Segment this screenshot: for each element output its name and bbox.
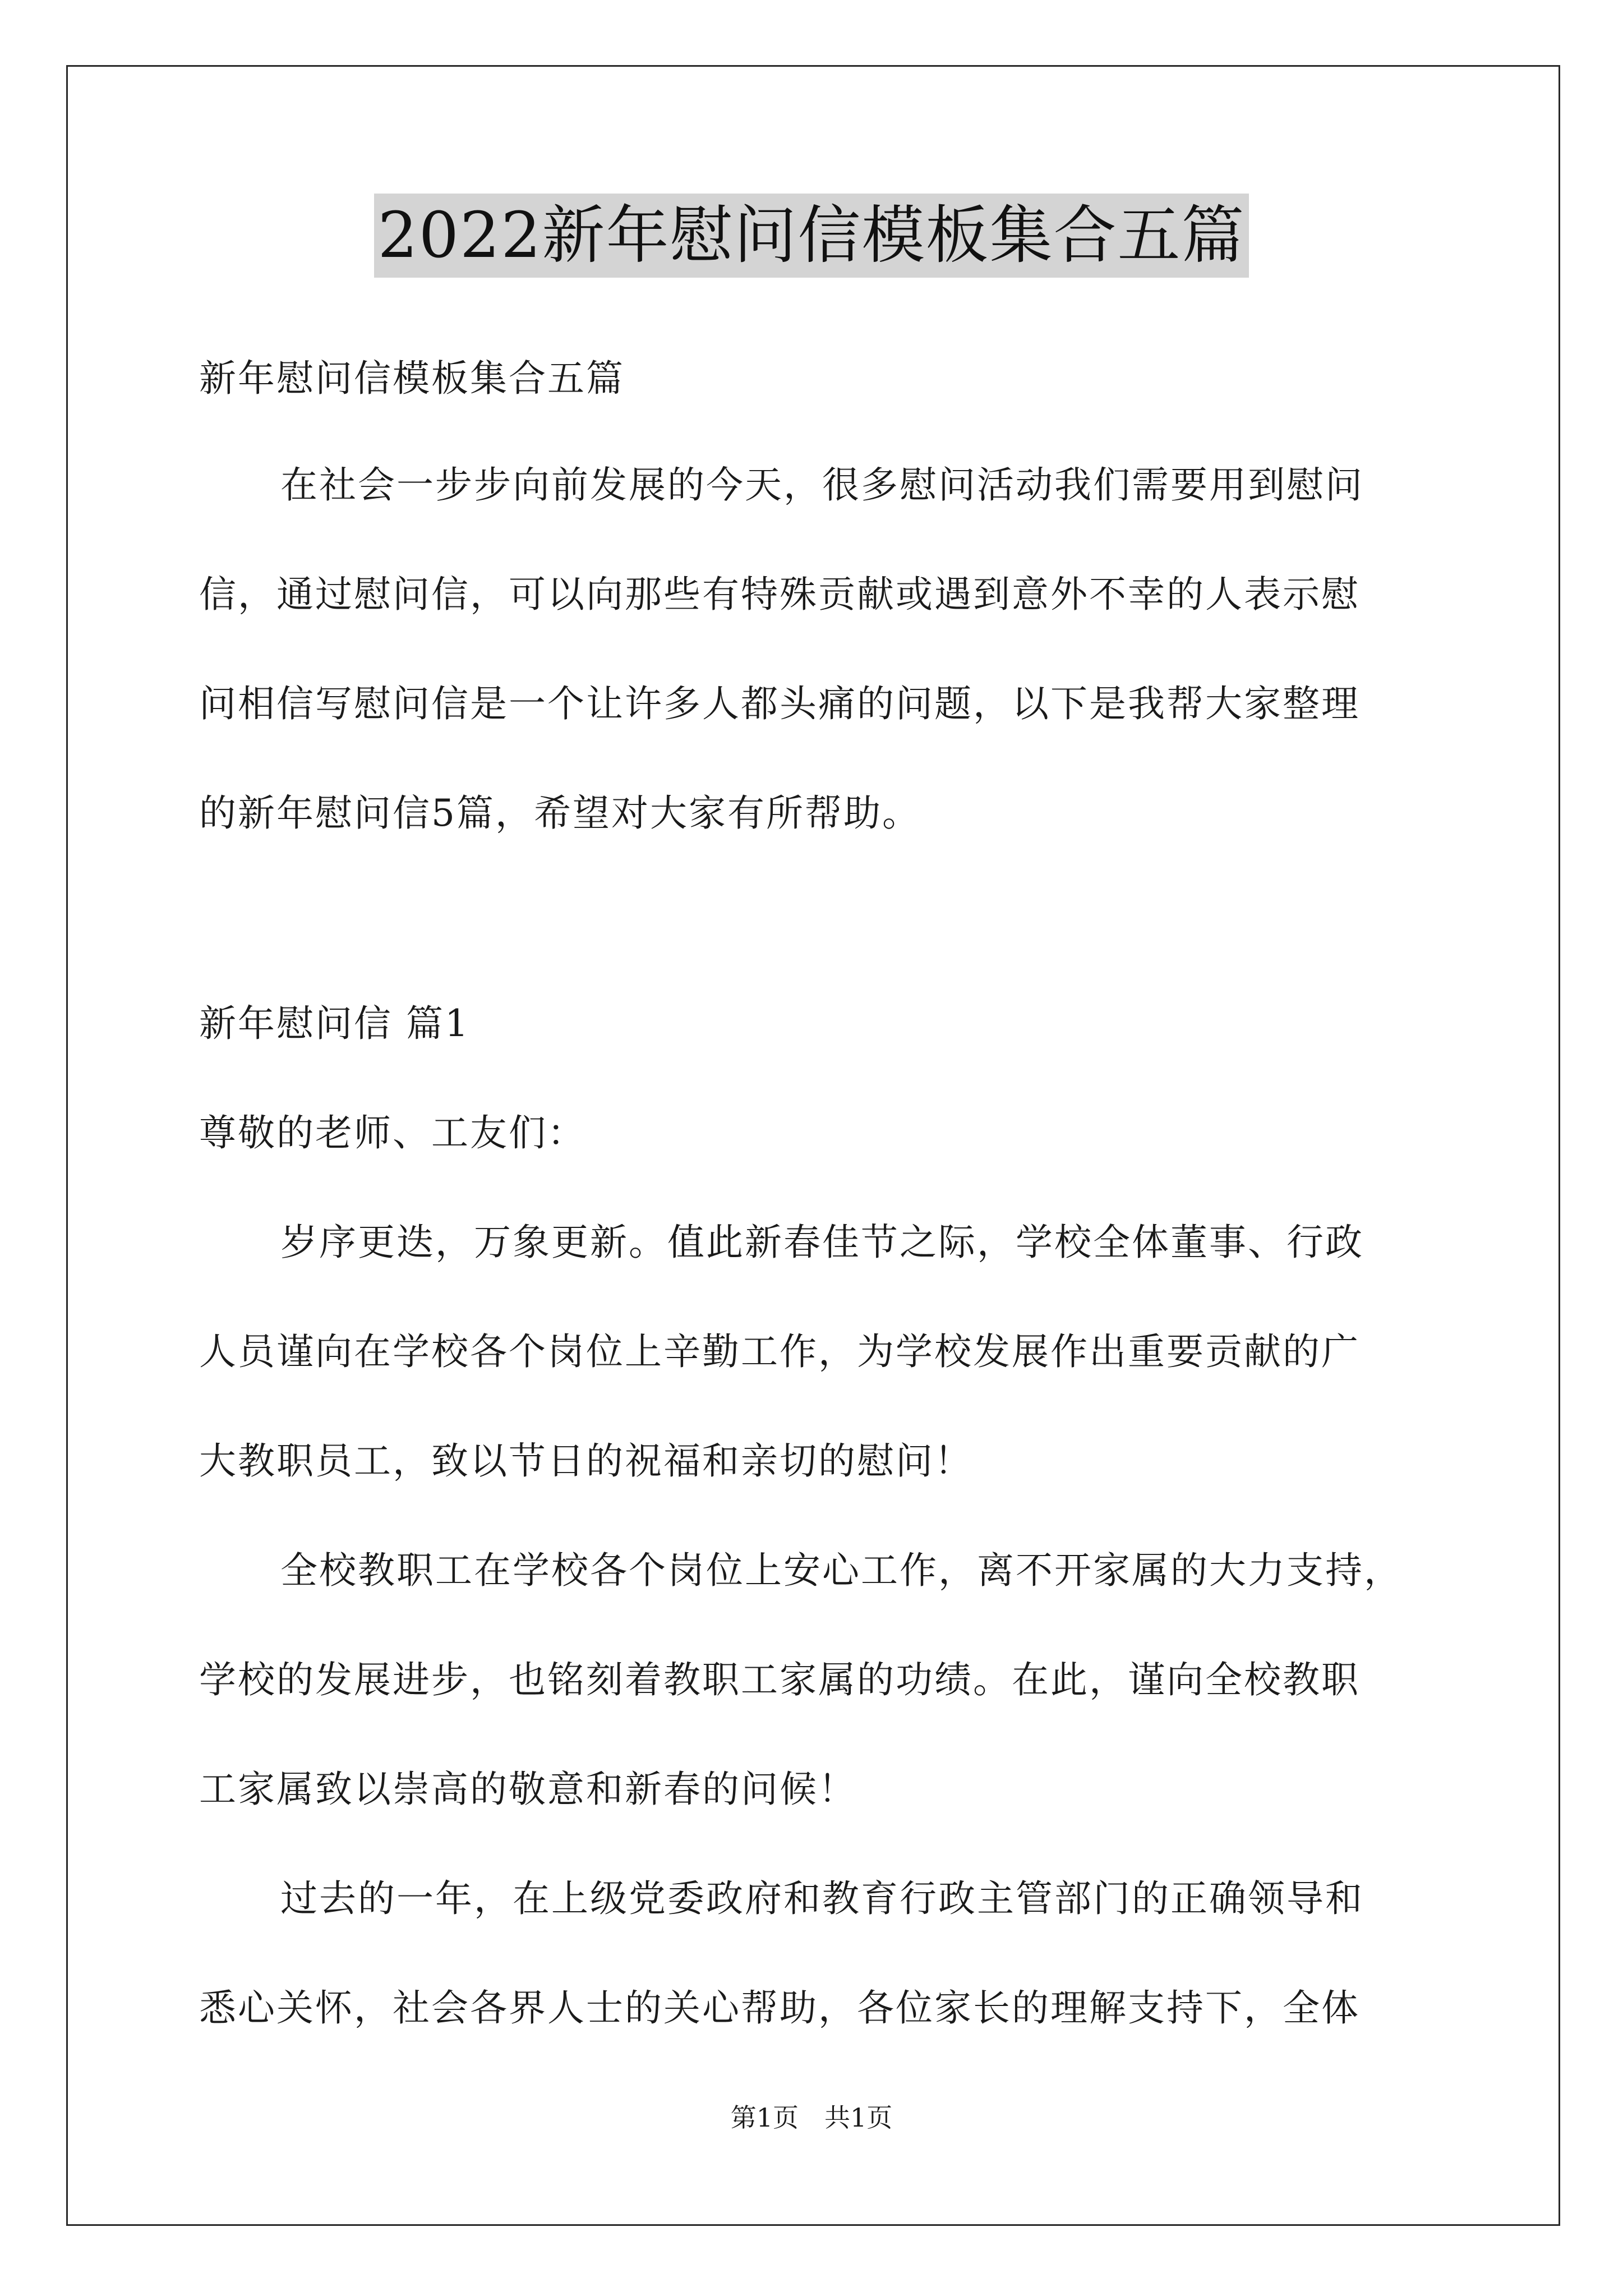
salutation: 尊敬的老师、工友们： [199, 1111, 586, 1154]
intro-line: 的新年慰问信5篇，希望对大家有所帮助。 [199, 792, 921, 835]
intro-line: 问相信写慰问信是一个让许多人都头痛的问题，以下是我帮大家整理 [199, 682, 1360, 725]
paragraph-line: 大教职员工，致以节日的祝福和亲切的慰问！ [199, 1439, 973, 1483]
section-heading: 新年慰问信 篇1 [199, 1002, 470, 1045]
paragraph-line: 悉心关怀，社会各界人士的关心帮助，各位家长的理解支持下，全体 [199, 1986, 1360, 2030]
paragraph-line: 过去的一年，在上级党委政府和教育行政主管部门的正确领导和 [280, 1877, 1364, 1920]
paragraph-line: 工家属致以崇高的敬意和新春的问候！ [199, 1768, 857, 1811]
paragraph-line: 全校教职工在学校各个岗位上安心工作，离不开家属的大力支持， [280, 1549, 1403, 1592]
page-footer: 第1页 共1页 [730, 2102, 893, 2133]
title-wrapper [0, 194, 1623, 278]
document-subtitle: 新年慰问信模板集合五篇 [199, 357, 625, 400]
paragraph-line: 人员谨向在学校各个岗位上辛勤工作，为学校发展作出重要贡献的广 [199, 1330, 1360, 1373]
paragraph-line: 学校的发展进步，也铭刻着教职工家属的功绩。在此，谨向全校教职 [199, 1658, 1360, 1701]
intro-line: 在社会一步步向前发展的今天，很多慰问活动我们需要用到慰问 [280, 463, 1364, 507]
paragraph-line: 岁序更迭，万象更新。值此新春佳节之际，学校全体董事、行政 [280, 1221, 1364, 1264]
document-title: 2022新年慰问信模板集合五篇 [374, 194, 1248, 278]
intro-line: 信，通过慰问信，可以向那些有特殊贡献或遇到意外不幸的人表示慰 [199, 573, 1360, 616]
